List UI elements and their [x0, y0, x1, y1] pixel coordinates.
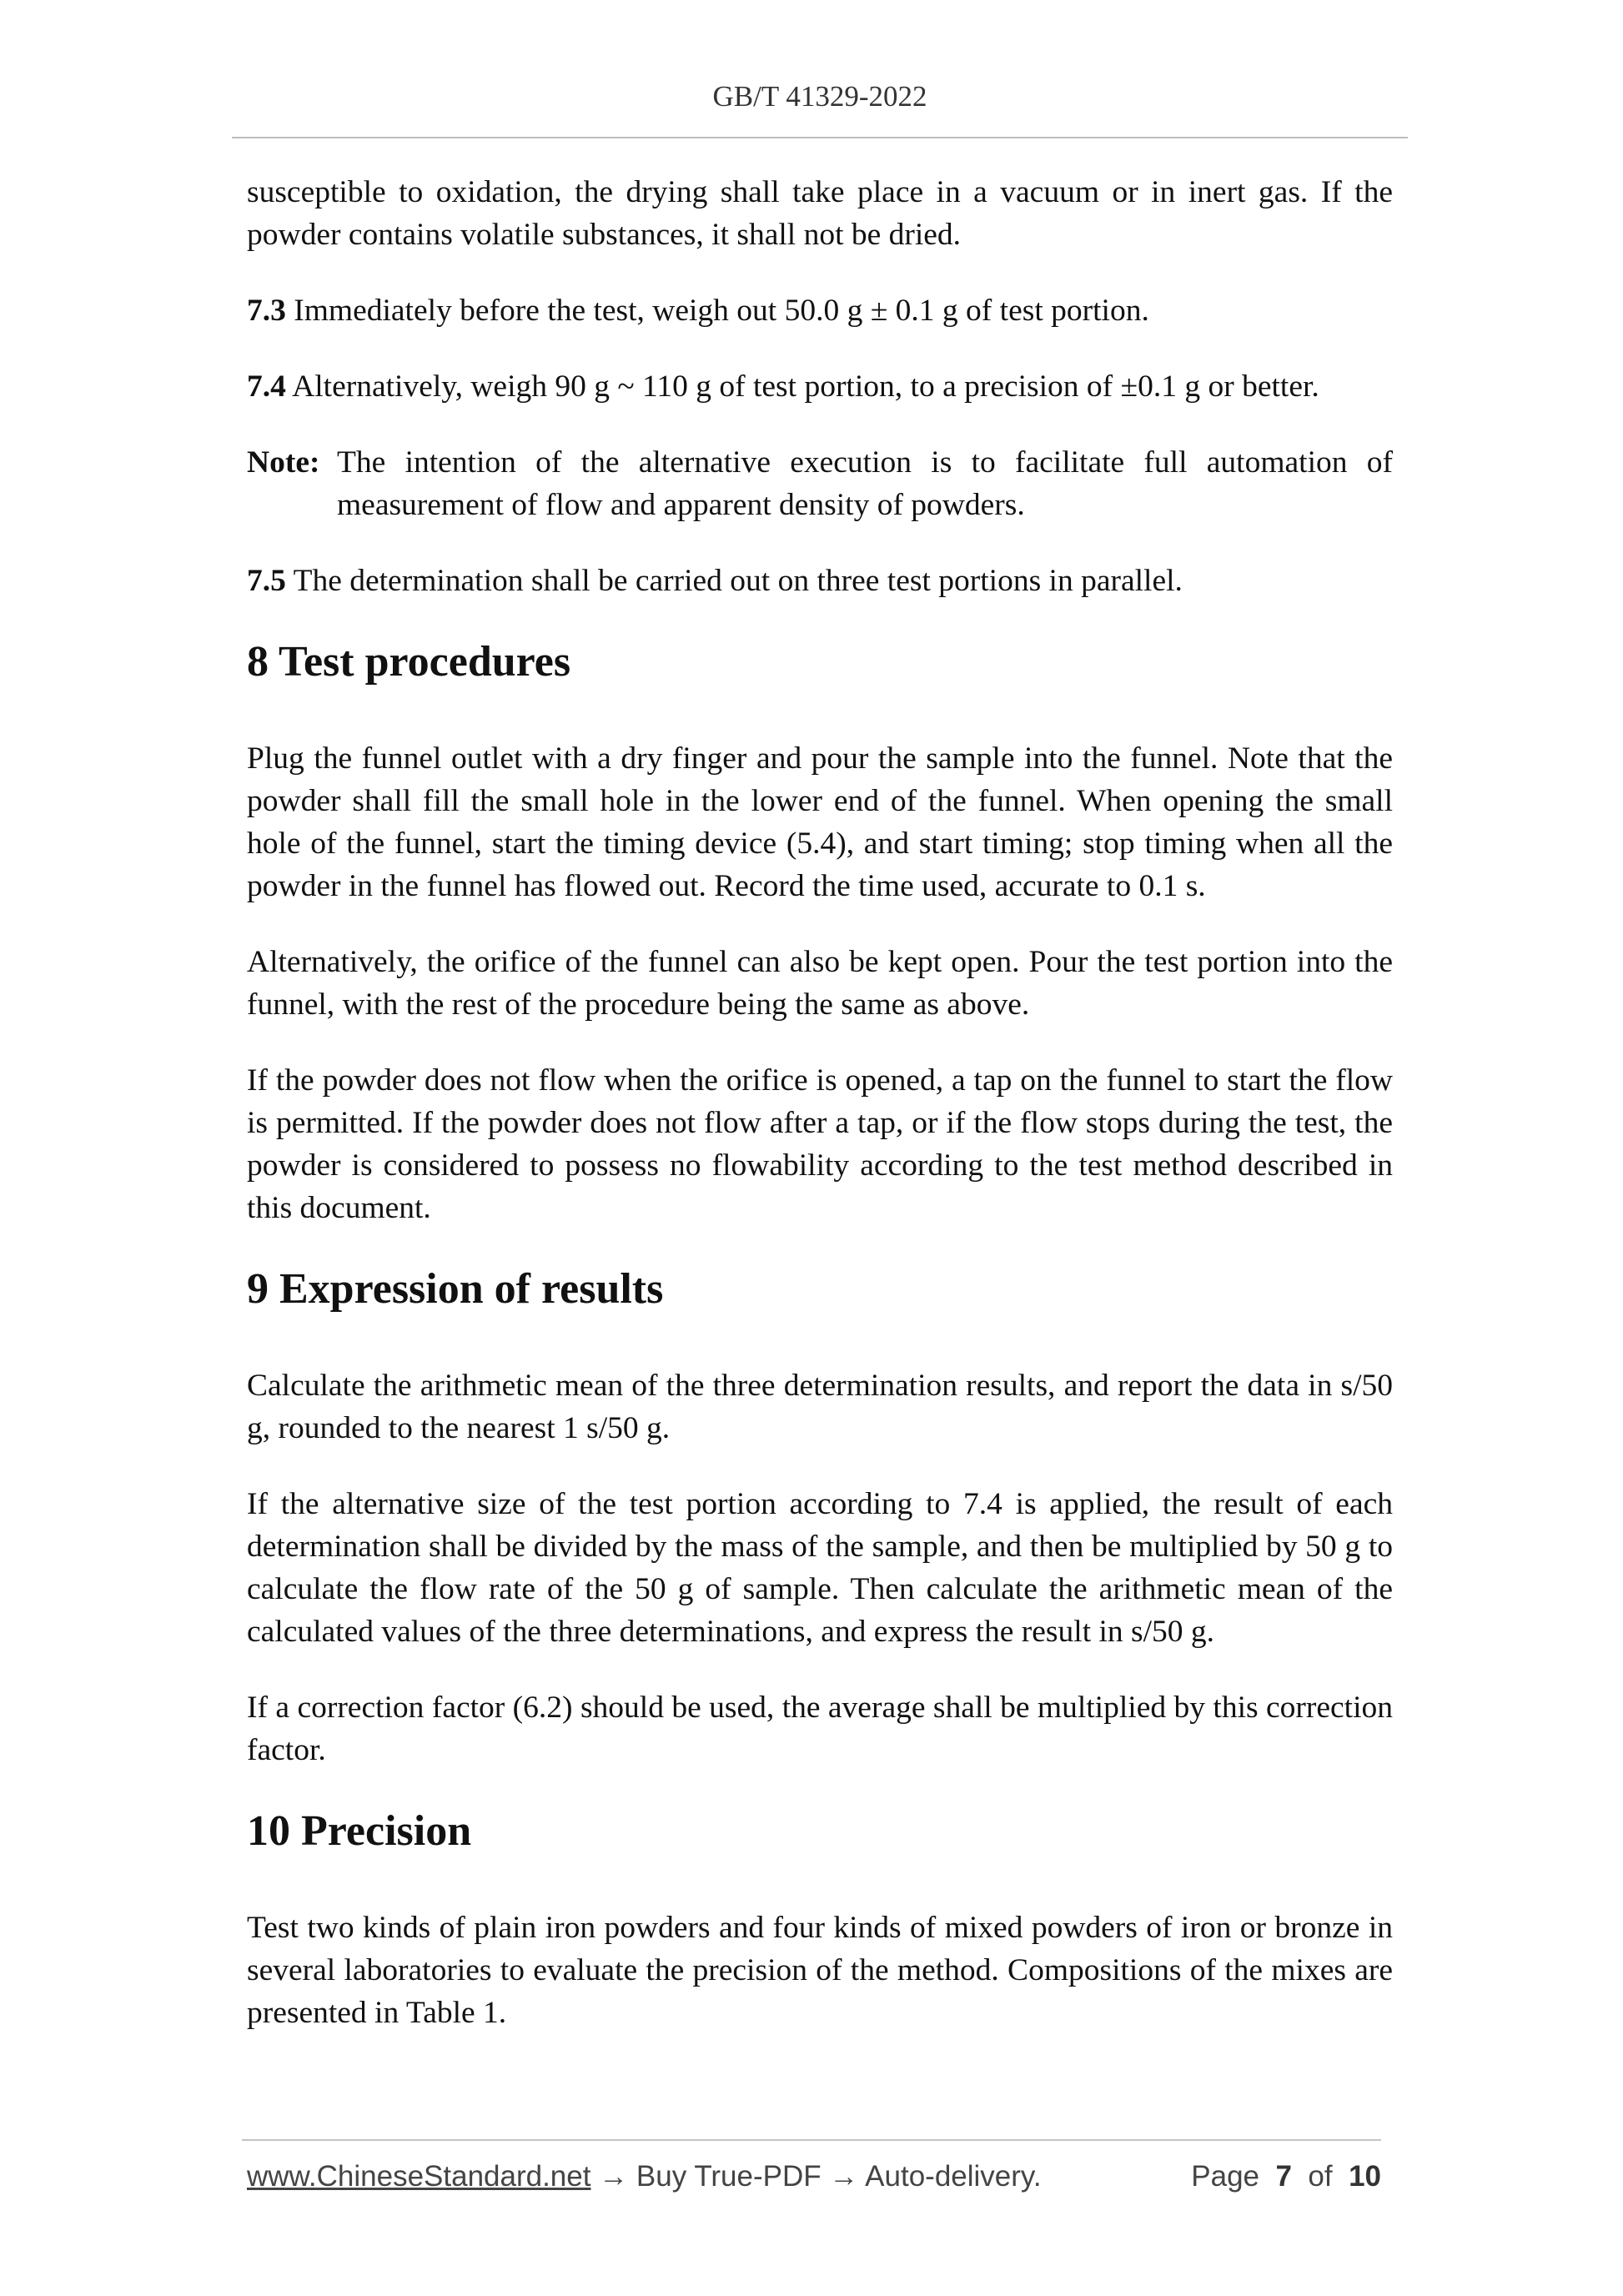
- clause-7-5: [247, 560, 1393, 602]
- note-text: The intention of the alternative execution is to facilitate full automation of measurement of flow and apparent density of powders.: [337, 445, 1393, 522]
- page-number: [1191, 2160, 1381, 2193]
- section-heading-10: 10 Precision: [247, 1807, 472, 1855]
- page-current: 7: [1275, 2160, 1292, 2193]
- footer-promo: [247, 2160, 1042, 2193]
- page-of: of: [1308, 2160, 1333, 2193]
- section10-paragraph: Test two kinds of plain iron powders and four kinds of mixed powders of iron or bronze in several laboratories to evaluate the precision of the method. Compositions of the mixes are presented in Table 1.: [247, 1911, 1393, 2030]
- section-heading-9: 9 Expression of results: [247, 1265, 664, 1313]
- clause-number: 7.5: [247, 564, 286, 598]
- note-block: [247, 441, 1393, 526]
- note-label: Note:: [247, 445, 320, 480]
- clause-7-4: [247, 365, 1393, 408]
- section9-paragraph: Calculate the arithmetic mean of the three determination results, and report the data in s/50 g, rounded to the nearest 1 s/50 g.: [247, 1369, 1393, 1445]
- clause-number: 7.3: [247, 294, 286, 328]
- page-footer: [247, 2160, 1381, 2193]
- section-heading-8: 8 Test procedures: [247, 638, 571, 686]
- section8-paragraph: Alternatively, the orifice of the funnel can also be kept open. Pour the test portion into the funnel, with the rest of the procedure being the same as above.: [247, 945, 1393, 1022]
- footer-tagline: → Buy True-PDF → Auto-delivery.: [590, 2160, 1042, 2193]
- page-word: Page: [1191, 2160, 1260, 2193]
- page-total: 10: [1349, 2160, 1381, 2193]
- header-rule: [232, 137, 1408, 138]
- section9-paragraph: If a correction factor (6.2) should be used, the average shall be multiplied by this correction factor.: [247, 1691, 1393, 1767]
- continued-paragraph: susceptible to oxidation, the drying shall take place in a vacuum or in inert gas. If the powder contains volatile substances, it shall not be dried.: [247, 175, 1393, 252]
- footer-rule: [242, 2139, 1381, 2141]
- website-link[interactable]: www.ChineseStandard.net: [247, 2160, 591, 2193]
- clause-number: 7.4: [247, 369, 286, 404]
- clause-text: The determination shall be carried out on three test portions in parallel.: [285, 564, 1183, 598]
- section9-paragraph: If the alternative size of the test portion according to 7.4 is applied, the result of each determination shall be divided by the mass of the sample, and then be multiplied by 50 g to calculate the flow rate of the 50 g of sample. Then calculate the arithmetic mean of the calculated values of the three determinations, and express the result in s/50 g.: [247, 1487, 1393, 1649]
- clause-7-3: [247, 289, 1393, 332]
- page-header: GB/T 41329-2022: [712, 80, 927, 113]
- section8-paragraph: If the powder does not flow when the orifice is opened, a tap on the funnel to start the flow is permitted. If the powder does not flow after a tap, or if the flow stops during the test, the powder is considered to possess no flowability according to the test method described in this document.: [247, 1063, 1393, 1225]
- clause-text: Alternatively, weigh 90 g ~ 110 g of test portion, to a precision of ±0.1 g or better.: [285, 369, 1319, 404]
- document-body: [247, 171, 1393, 2067]
- clause-text: Immediately before the test, weigh out 50.0 g ± 0.1 g of test portion.: [285, 294, 1149, 328]
- section8-paragraph: Plug the funnel outlet with a dry finger and pour the sample into the funnel. Note that the powder shall fill the small hole in the lower end of the funnel. When opening the small hole of the funnel, start the timing device (5.4), and start timing; stop timing when all the powder in the funnel has flowed out. Record the time used, accurate to 0.1 s.: [247, 741, 1393, 903]
